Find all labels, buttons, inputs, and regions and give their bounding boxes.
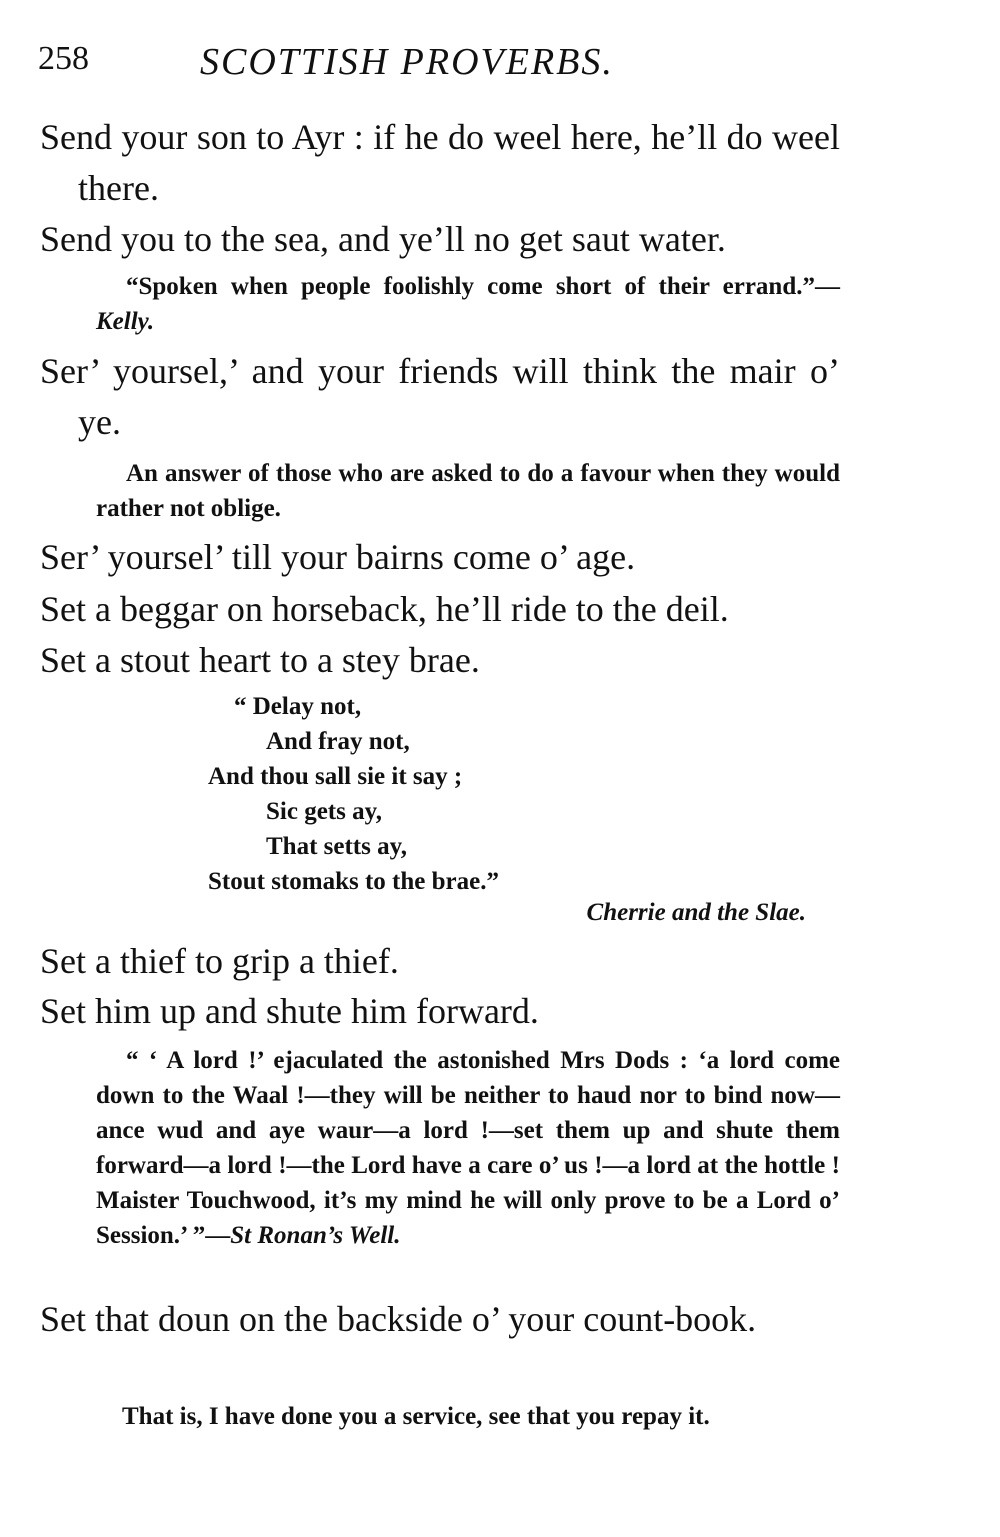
- verse-line: “ Delay not,: [234, 693, 362, 720]
- page-number: 258: [38, 40, 89, 77]
- proverb-thief-to-grip-thief: Set a thief to grip a thief.: [40, 941, 399, 981]
- verse-line: Stout stomaks to the brae.”: [208, 868, 499, 895]
- note-send-you-to-sea: [96, 269, 840, 339]
- note-text: “ ‘ A lord !’ ejaculated the astonished Mrs Dods : ‘a lord come down to the Waal !—they will be neither to haud nor to bind now—ance wud and aye waur—a lord !—set them up and shute them forward—a lord !—the Lord have a care o’ us !—a lord at the hottle ! Maister Touchwood, it’s my mind he will only prove to be a Lord o’ Session.’ ”—: [96, 1047, 840, 1249]
- note-count-book: That is, I have done you a service, see that you repay it.: [122, 1403, 710, 1430]
- note-text: “Spoken when people foolishly come short of their errand.”—: [126, 273, 840, 300]
- verse-line: And thou sall sie it say ;: [208, 763, 463, 790]
- note-set-him-up: [96, 1043, 840, 1253]
- page-header: [38, 40, 858, 90]
- proverb-send-you-to-sea: Send you to the sea, and ye’ll no get saut water.: [40, 219, 726, 259]
- verse-line: Sic gets ay,: [266, 798, 382, 825]
- proverb-set-him-up: Set him up and shute him forward.: [40, 991, 539, 1031]
- verse-line: And fray not,: [266, 728, 410, 755]
- proverb-send-son-to-ayr: Send your son to Ayr : if he do weel here, he’ll do weel there.: [40, 117, 840, 208]
- proverb-count-book: Set that doun on the backside o’ your count-book.: [40, 1299, 757, 1339]
- note-source: St Ronan’s Well.: [230, 1222, 401, 1249]
- verse-attribution: Cherrie and the Slae.: [586, 899, 806, 926]
- proverb-ser-yoursel-bairns: Ser’ yoursel’ till your bairns come o’ age.: [40, 537, 636, 577]
- proverb-beggar-on-horseback: Set a beggar on horseback, he’ll ride to the deil.: [40, 589, 729, 629]
- note-source: Kelly.: [96, 308, 155, 335]
- proverb-stout-heart: Set a stout heart to a stey brae.: [40, 640, 480, 680]
- proverb-ser-yoursel-friends: Ser’ yoursel,’ and your friends will think the mair o’ ye.: [40, 351, 840, 442]
- note-ser-yoursel-friends: An answer of those who are asked to do a favour when they would rather not oblige.: [96, 460, 840, 522]
- verse-line: That setts ay,: [266, 833, 407, 860]
- running-title: SCOTTISH PROVERBS.: [200, 41, 614, 83]
- verse-quotation: [208, 689, 848, 899]
